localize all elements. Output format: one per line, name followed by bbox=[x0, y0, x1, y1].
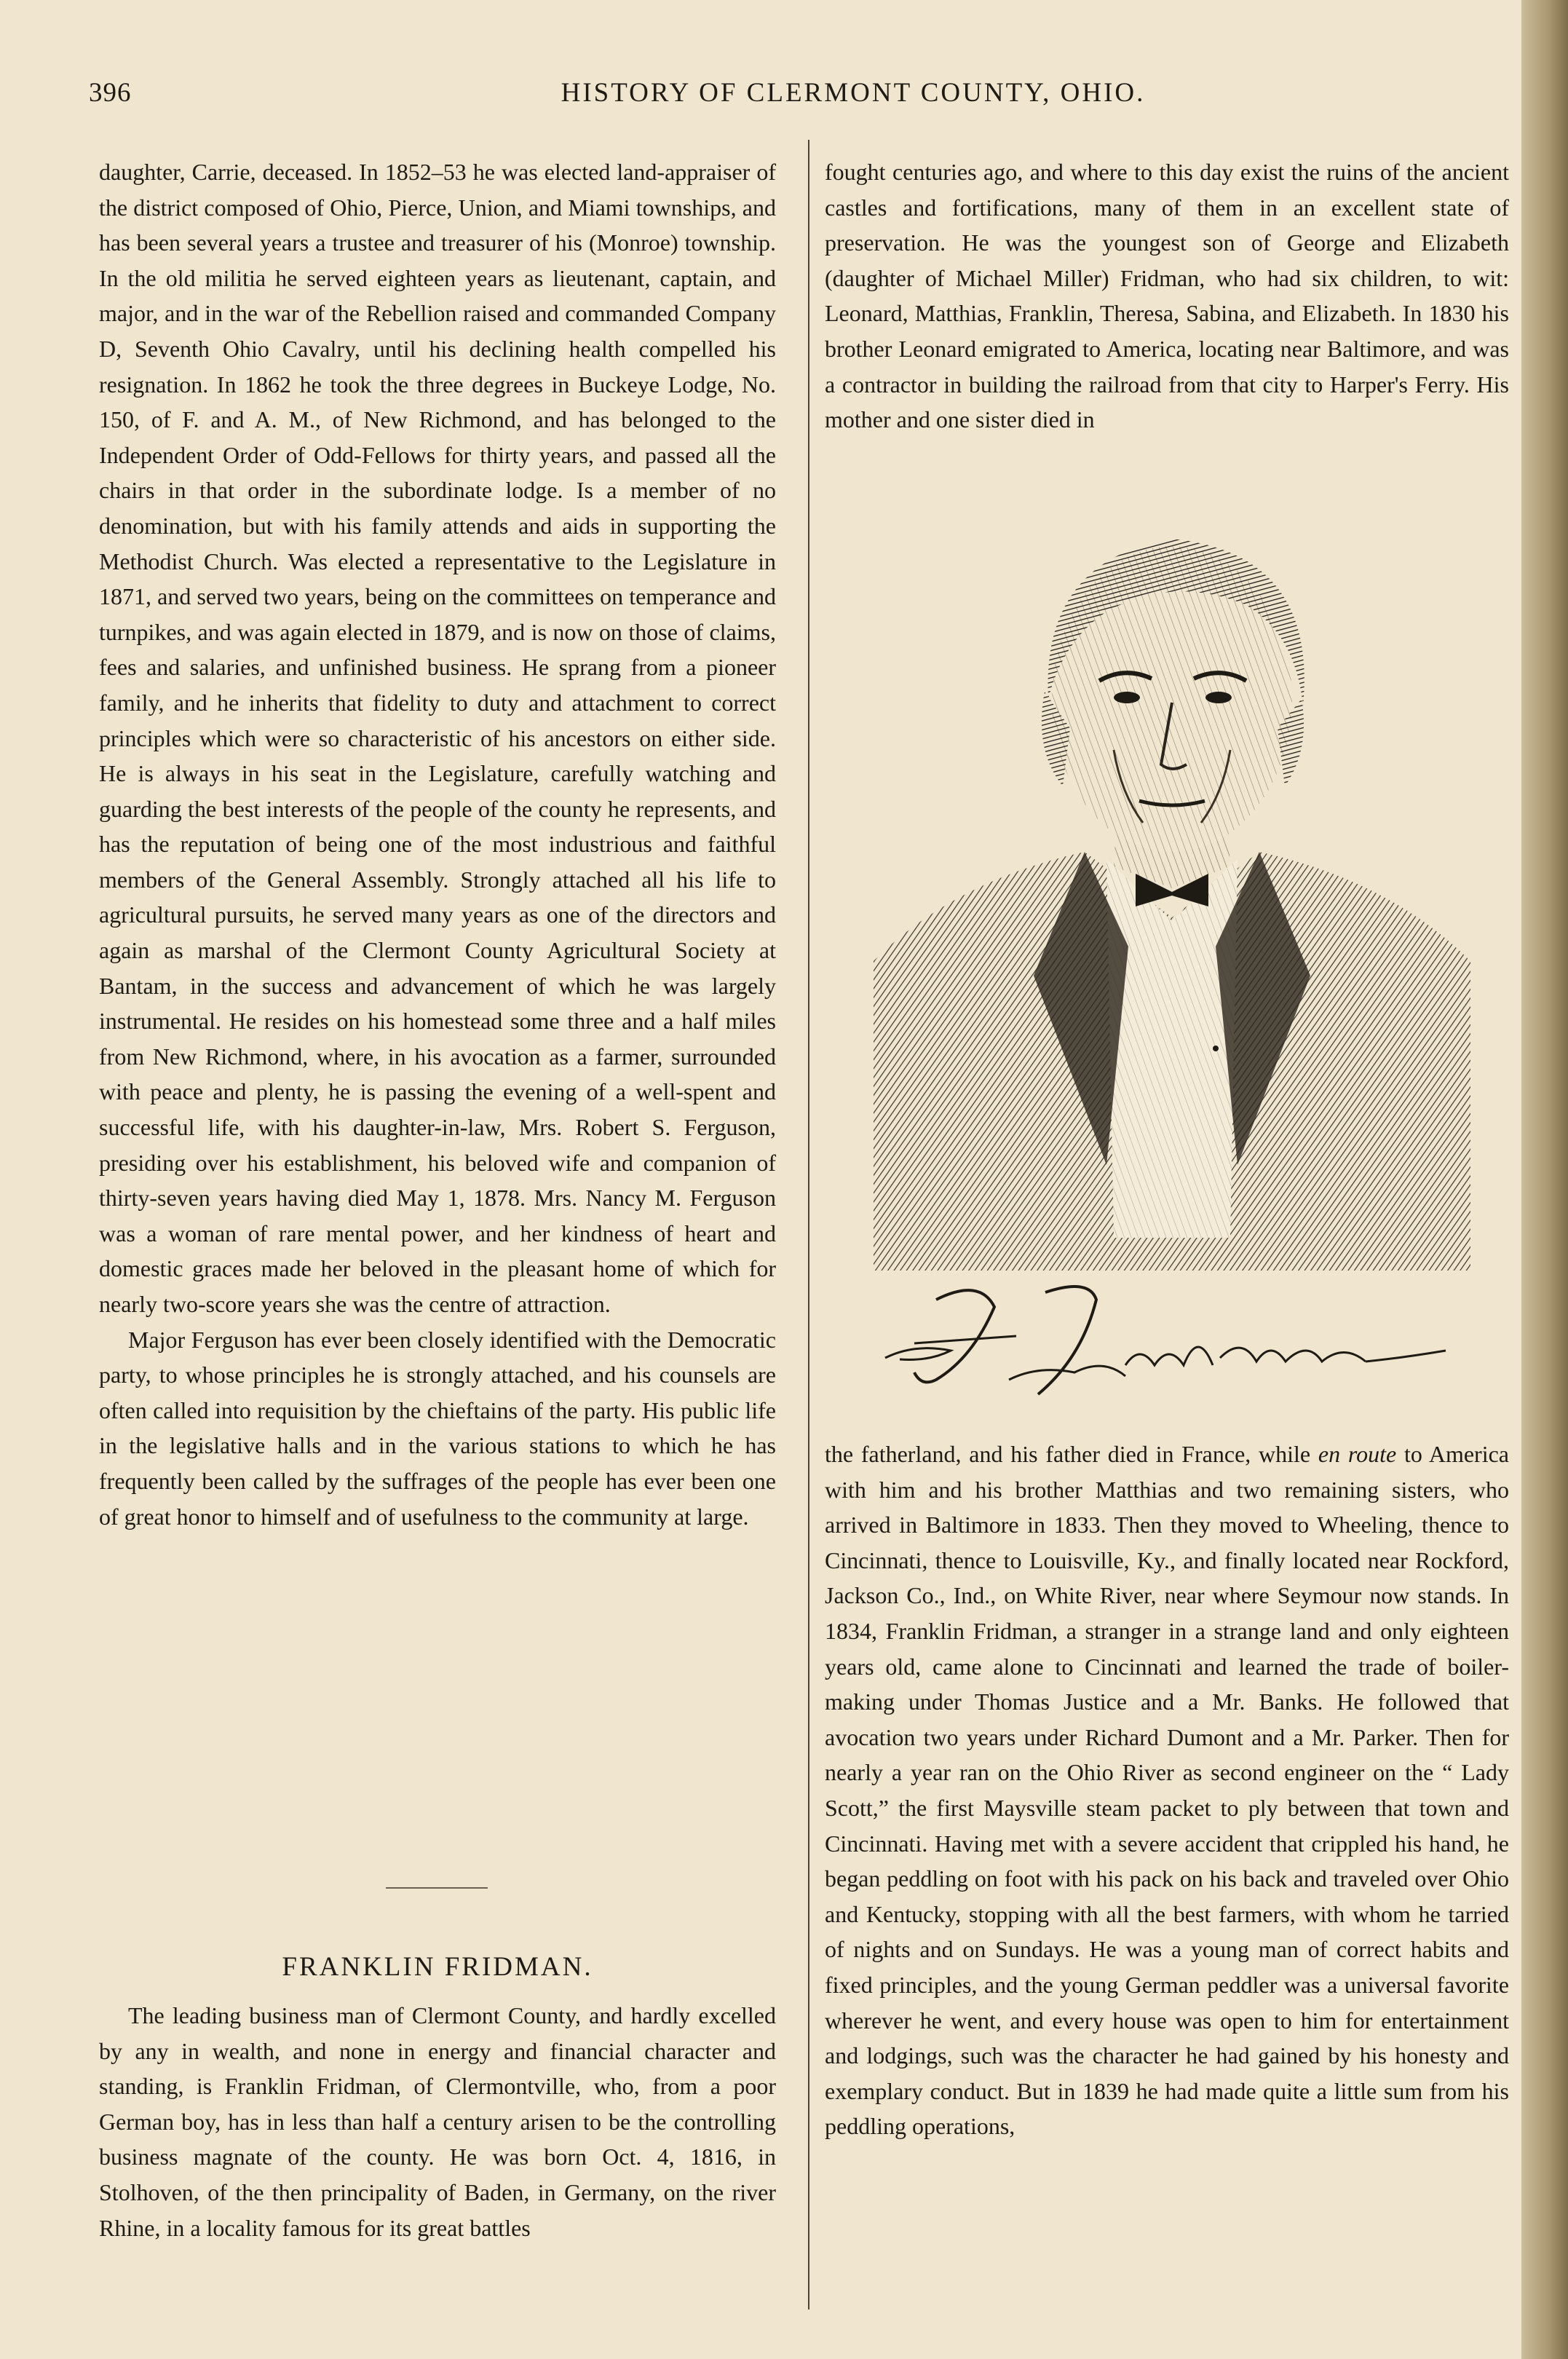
portrait-engraving bbox=[866, 510, 1478, 1271]
running-head: HISTORY OF CLERMONT COUNTY, OHIO. bbox=[561, 78, 1146, 108]
page-header bbox=[89, 77, 1516, 121]
italic-phrase: en route bbox=[1318, 1441, 1397, 1467]
page-number: 396 bbox=[89, 78, 132, 108]
paragraph: The leading business man of Clermont County, and hardly excelled by any in wealth, and none in energy and financial character and standing, is Franklin Fridman, of Clermontville, who, from a poor German boy, has in less than half a century arisen to be the controlling business magnate of the county. He was born Oct. 4, 1816, in Stolhoven, of the then principality of Baden, in Germany, on the river Rhine, in a locality famous for its great battles bbox=[99, 2002, 776, 2241]
section-title: FRANKLIN FRIDMAN. bbox=[282, 1952, 593, 1982]
right-column-top bbox=[825, 154, 1509, 438]
signature-image bbox=[871, 1271, 1453, 1409]
left-column bbox=[99, 154, 776, 1534]
right-column-bottom bbox=[825, 1437, 1509, 2144]
section-intro bbox=[99, 1998, 776, 2245]
text-run: to America with him and his brother Matthias and two remaining sisters, who arrived in Baltimore in 1833. Then they moved to Wheeling, thence to Cincinnati, thence to Louisville, Ky., and finally located near Rockford, Jackson Co., Ind., on White River, near where Seymour now stands. In 1834, Franklin Fridman, a stranger in a strange land and only eighteen years old, came alone to Cincinnati and learned the trade of boiler-making under Thomas Justice and a Mr. Banks. He followed that avocation two years under Richard Dumont and a Mr. Parker. Then for nearly a year ran on the Ohio River as second engineer on the “ Lady Scott,” the first Maysville steam packet to ply between that town and Cincinnati. Having met with a severe accident that crippled his hand, he began peddling on foot with his pack on his back and traveled over Ohio and Kentucky, stopping with all the best farmers, with whom he tarried of nights and on Sundays. He was a young man of correct habits and fixed principles, and the young German peddler was a universal favorite wherever he went, and every house was open to him for entertainment and lodgings, such was the character he had gained by his honesty and exemplary conduct. But in 1839 he had made quite a little sum from his peddling operations, bbox=[825, 1441, 1510, 2140]
column-divider bbox=[808, 140, 809, 2309]
paragraph: daughter, Carrie, deceased. In 1852–53 he was elected land-appraiser of the district composed of Ohio, Pierce, Union, and Miami townships, and has been several years a trustee and treasurer of his (Monroe) township. In the old militia he served eighteen years as lieutenant, captain, and major, and in the war of the Rebellion raised and commanded Company D, Seventh Ohio Cavalry, until his declining health compelled his resignation. In 1862 he took the three degrees in Buckeye Lodge, No. 150, of F. and A. M., of New Richmond, and has belonged to the Independent Order of Odd-Fellows for thirty years, and passed all the chairs in that order in the subordinate lodge. Is a member of no denomination, but with his family attends and aids in supporting the Methodist Church. Was elected a representative to the Legislature in 1871, and served two years, being on the committees on temperance and turnpikes, and was again elected in 1879, and is now on those of claims, fees and salaries, and unfinished business. He sprang from a pioneer family, and he inherits that fidelity to duty and attachment to correct principles which were so characteristic of his ancestors on either side. He is always in his seat in the Legislature, carefully watching and guarding the best interests of the people of the county he represents, and has the reputation of being one of the most industrious and faithful members of the General Assembly. Strongly attached all his life to agricultural pursuits, he served many years as one of the directors and again as marshal of the Clermont County Agricultural Society at Bantam, in the success and advancement of which he was largely instrumental. He resides on his homestead some three and a half miles from New Richmond, where, in his avocation as a farmer, surrounded with peace and plenty, he is passing the evening of a well-spent and successful life, with his daughter-in-law, Mrs. Robert S. Ferguson, presiding over his establishment, his beloved wife and companion of thirty-seven years having died May 1, 1878. Mrs. Nancy M. Ferguson was a woman of rare mental power, and her kindness of heart and domestic graces made her beloved in the pleasant home of which for nearly two-score years she was the centre of attraction. bbox=[99, 159, 776, 1317]
paragraph bbox=[825, 1437, 1509, 2144]
page-edge bbox=[1521, 0, 1568, 2359]
paragraph: Major Ferguson has ever been closely identified with the Democratic party, to whose principles he is strongly attached, and his counsels are often called into requisition by the chieftains of the party. His public life in the legislative halls and in the various stations to which he has frequently been called by the suffrages of the people has ever been one of great honor to himself and of usefulness to the community at large. bbox=[99, 1326, 776, 1530]
text-run: the fatherland, and his father died in France, while bbox=[825, 1441, 1318, 1467]
paragraph: fought centuries ago, and where to this day exist the ruins of the ancient castles and fortifications, many of them in an excellent state of preservation. He was the youngest son of George and Elizabeth (daughter of Michael Miller) Fridman, who had six children, to wit: Leonard, Matthias, Franklin, Theresa, Sabina, and Elizabeth. In 1830 his brother Leonard emigrated to America, locating near Baltimore, and was a contractor in building the railroad from that city to Harper's Ferry. His mother and one sister died in bbox=[825, 159, 1509, 433]
section-rule bbox=[386, 1887, 488, 1889]
